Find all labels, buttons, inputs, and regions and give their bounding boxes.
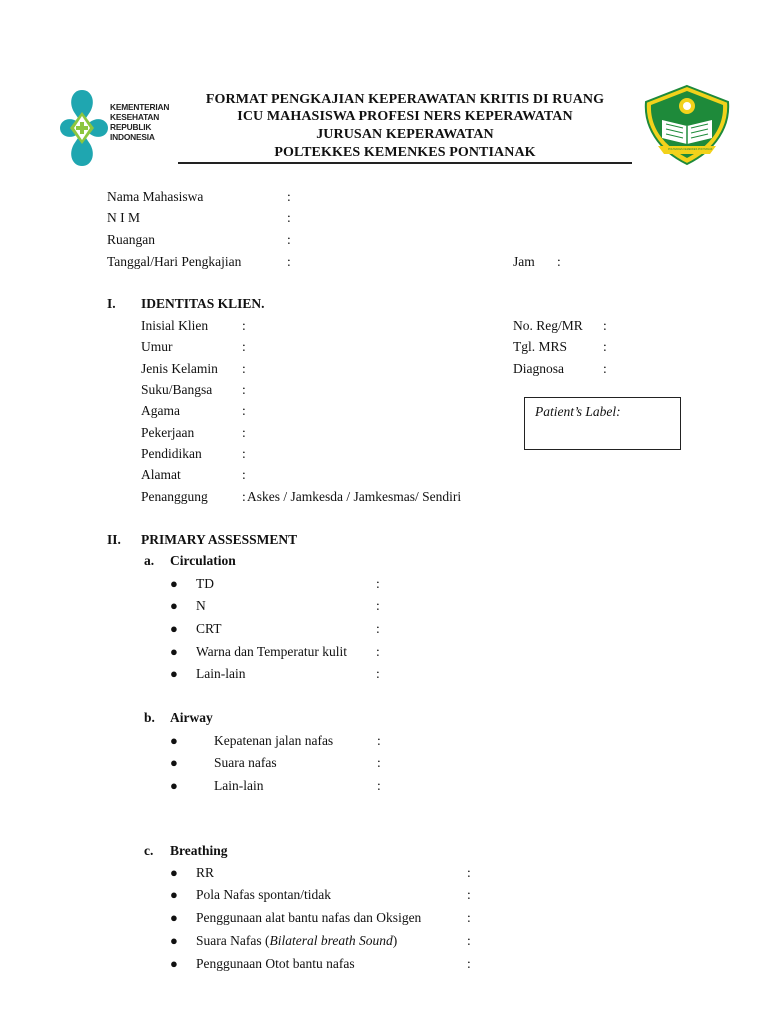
list-item-label: Pola Nafas spontan/tidak [196, 887, 331, 902]
kemenkes-text-line: INDONESIA [110, 132, 155, 142]
document-title-line-2: ICU MAHASISWA PROFESI NERS KEPERAWATAN [237, 109, 573, 124]
document-title-line-4: POLTEKKES KEMENKES PONTIANAK [274, 145, 536, 160]
bullet-icon: ● [170, 956, 178, 971]
subsection-letter: b. [144, 710, 155, 725]
field-label-jenis-kelamin: Jenis Kelamin [141, 361, 218, 376]
field-separator: : [603, 318, 607, 333]
field-separator: : [376, 576, 380, 591]
field-label-tanggal: Tanggal/Hari Pengkajian [107, 254, 242, 269]
patient-label-text: Patient’s Label: [535, 404, 621, 419]
field-label-penanggung: Penanggung [141, 489, 208, 504]
kemenkes-text-line: KESEHATAN [110, 112, 160, 122]
field-separator: : [557, 254, 561, 269]
field-separator: : [376, 644, 380, 659]
poltekkes-logo-text: POLTEKKES KEMENKES PONTIANAK [668, 148, 713, 151]
field-separator: : [376, 598, 380, 613]
kemenkes-text [110, 102, 169, 142]
subsection-letter: c. [144, 843, 154, 858]
subsection-title-circulation: Circulation [170, 553, 236, 568]
field-separator: : [376, 621, 380, 636]
header-divider [178, 162, 632, 164]
list-item-italic-text: Bilateral breath Sound [269, 933, 393, 948]
field-label-nim: N I M [107, 210, 140, 225]
field-separator: : [377, 778, 381, 793]
bullet-icon: ● [170, 576, 178, 591]
bullet-icon: ● [170, 755, 178, 770]
list-item-label: Penggunaan Otot bantu nafas [196, 956, 355, 971]
field-separator: : [242, 467, 246, 482]
field-label-alamat: Alamat [141, 467, 181, 482]
document-title-line-1: FORMAT PENGKAJIAN KEPERAWATAN KRITIS DI RUANG [205, 92, 605, 107]
field-separator: : [242, 403, 246, 418]
field-label-jam: Jam [513, 254, 535, 269]
field-separator: : [287, 189, 291, 204]
subsection-title-airway: Airway [170, 710, 213, 725]
section-number: II. [107, 532, 121, 547]
field-label-pendidikan: Pendidikan [141, 446, 202, 461]
bullet-icon: ● [170, 778, 178, 793]
kemenkes-logo [52, 82, 177, 174]
field-label-agama: Agama [141, 403, 180, 418]
list-item-label: Penggunaan alat bantu nafas dan Oksigen [196, 910, 422, 925]
field-separator: : [242, 361, 246, 376]
bullet-icon: ● [170, 621, 178, 636]
field-label-tgl-mrs: Tgl. MRS [513, 339, 568, 354]
list-item-label: Lain-lain [196, 666, 246, 681]
field-label-ruangan: Ruangan [107, 232, 155, 247]
patient-label-box [524, 397, 681, 450]
field-label-inisial: Inisial Klien [141, 318, 209, 333]
kemenkes-text-line: REPUBLIK [110, 122, 152, 132]
field-value-penanggung: Askes / Jamkesda / Jamkesmas/ Sendiri [247, 489, 462, 504]
field-label-no-reg: No. Reg/MR [513, 318, 583, 333]
field-separator: : [467, 956, 471, 971]
field-separator: : [242, 339, 246, 354]
field-separator: : [376, 666, 380, 681]
field-separator: : [242, 425, 246, 440]
bullet-icon: ● [170, 910, 178, 925]
field-separator: : [377, 733, 381, 748]
field-label-umur: Umur [141, 339, 173, 354]
field-label-diagnosa: Diagnosa [513, 361, 564, 376]
field-separator: : [287, 232, 291, 247]
list-item-label: N [196, 598, 206, 613]
section-title-identitas: IDENTITAS KLIEN. [141, 296, 265, 311]
field-separator: : [467, 865, 471, 880]
section-title-primary-assessment: PRIMARY ASSESSMENT [141, 532, 298, 547]
list-item-label: Suara nafas [214, 755, 277, 770]
kemenkes-text-line: KEMENTERIAN [110, 102, 170, 112]
bullet-icon: ● [170, 666, 178, 681]
field-separator: : [377, 755, 381, 770]
field-separator: : [287, 254, 291, 269]
poltekkes-logo [640, 84, 734, 166]
section-number: I. [107, 296, 116, 311]
field-label-nama-mahasiswa: Nama Mahasiswa [107, 189, 204, 204]
list-item-label: Suara Nafas ( [196, 933, 270, 948]
document-title-line-3: JURUSAN KEPERAWATAN [316, 127, 494, 142]
field-separator: : [467, 887, 471, 902]
list-item-label: CRT [196, 621, 222, 636]
list-item-label: Warna dan Temperatur kulit [196, 644, 348, 659]
poltekkes-emblem-icon [640, 84, 734, 166]
list-item-label-suara-nafas [196, 933, 397, 949]
field-separator: : [603, 339, 607, 354]
list-item-label: Kepatenan jalan nafas [214, 733, 334, 748]
field-separator: : [242, 489, 246, 504]
list-item-label: RR [196, 865, 215, 880]
field-label-suku-bangsa: Suku/Bangsa [141, 382, 213, 397]
bullet-icon: ● [170, 733, 178, 748]
bullet-icon: ● [170, 644, 178, 659]
subsection-letter: a. [144, 553, 155, 568]
field-separator: : [467, 933, 471, 948]
bullet-icon: ● [170, 887, 178, 902]
list-item-label: TD [196, 576, 214, 591]
bullet-icon: ● [170, 598, 178, 613]
field-separator: : [242, 446, 246, 461]
field-separator: : [287, 210, 291, 225]
list-item-label-close: ) [392, 933, 398, 948]
field-separator: : [467, 910, 471, 925]
field-separator: : [242, 318, 246, 333]
bullet-icon: ● [170, 865, 178, 880]
bullet-icon: ● [170, 933, 178, 948]
field-separator: : [603, 361, 607, 376]
field-separator: : [242, 382, 246, 397]
field-label-pekerjaan: Pekerjaan [141, 425, 195, 440]
list-item-label: Lain-lain [214, 778, 264, 793]
subsection-title-breathing: Breathing [170, 843, 228, 858]
